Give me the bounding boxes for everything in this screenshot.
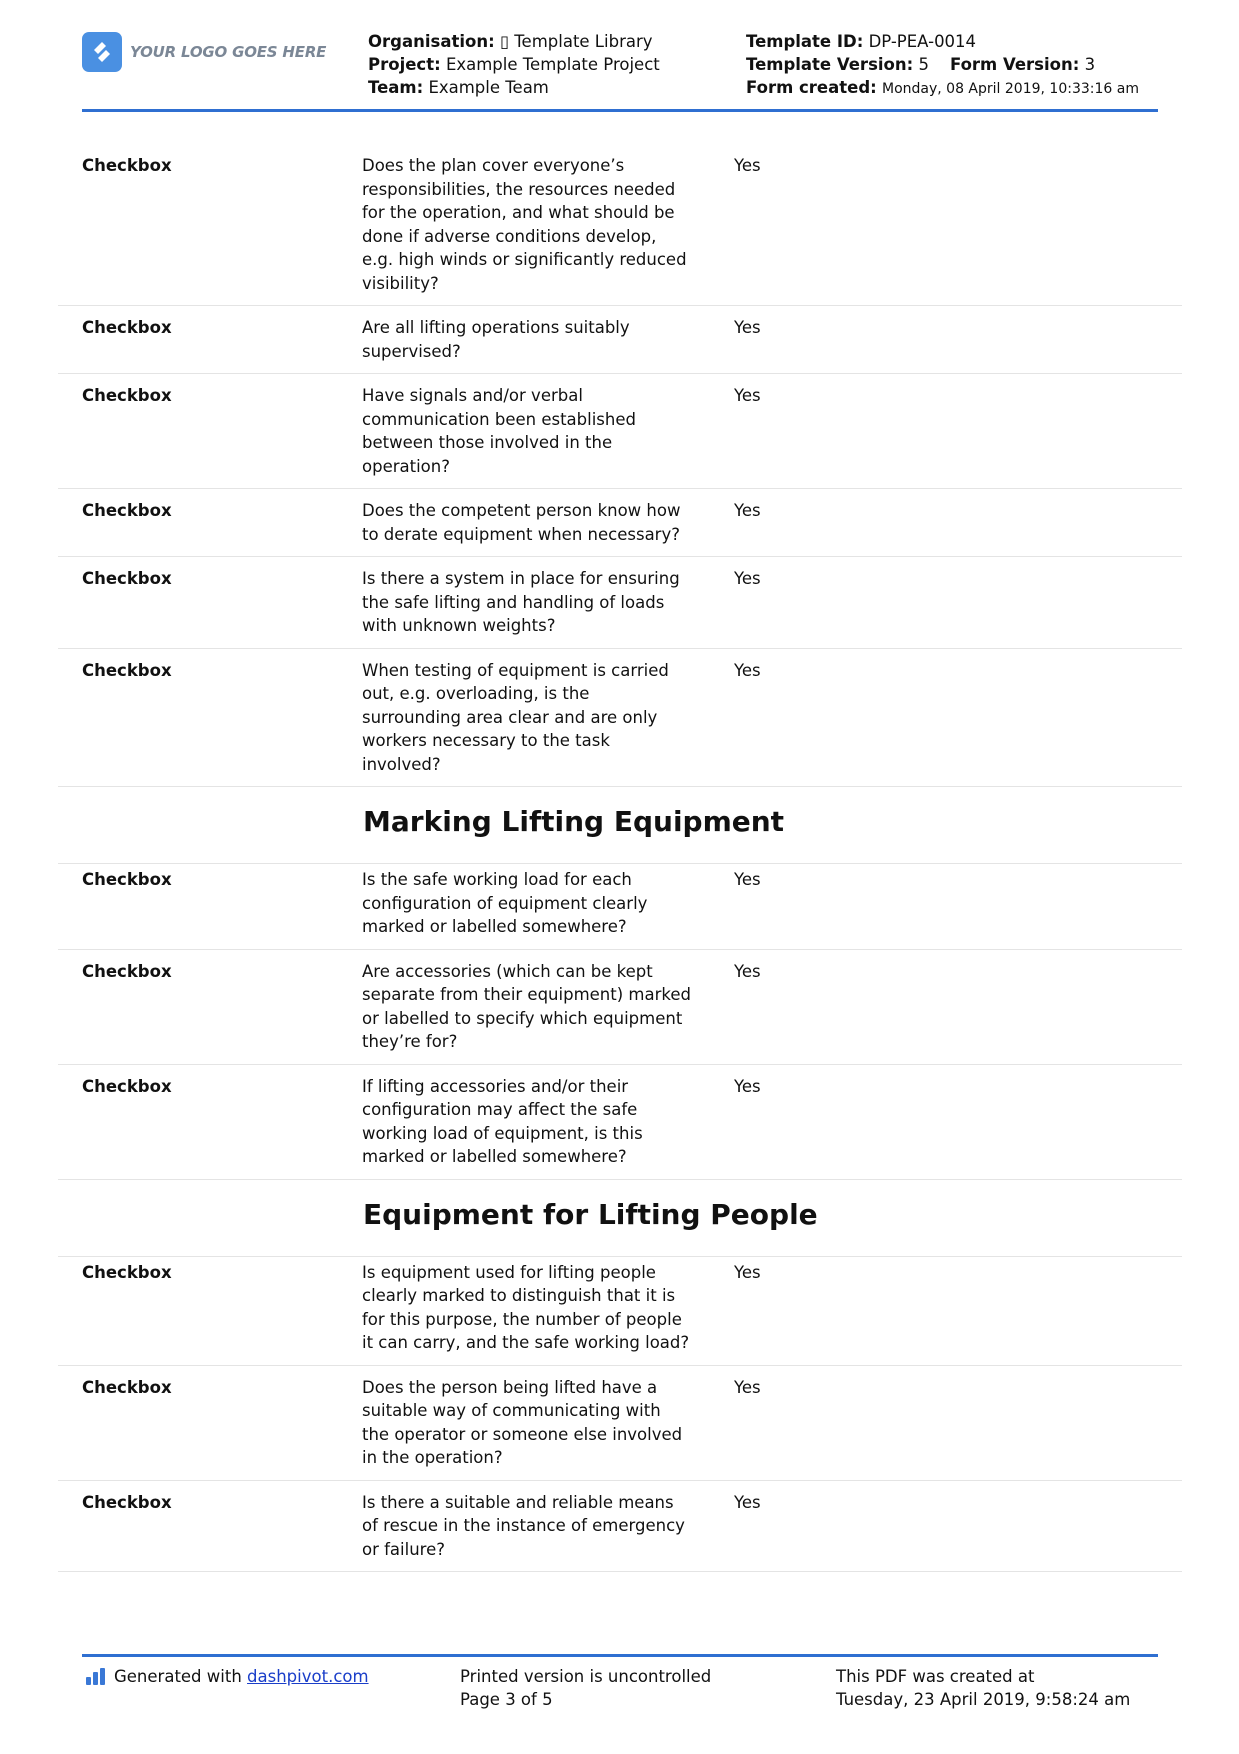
row-answer: Yes	[734, 1262, 761, 1282]
row-type-label: Checkbox	[82, 961, 172, 981]
pdf-created-timestamp: Tuesday, 23 April 2019, 9:58:24 am	[836, 1690, 1131, 1709]
form-version-value: 3	[1084, 55, 1096, 74]
template-version-label: Template Version:	[746, 55, 914, 74]
row-question: Is there a suitable and reliable means of rescue in the instance of emergency or failure?	[362, 1492, 685, 1559]
section-heading-row	[58, 1180, 1182, 1257]
dashpivot-link[interactable]: dashpivot.com	[247, 1667, 369, 1686]
row-type-label: Checkbox	[82, 318, 172, 337]
row-type-label: Checkbox	[82, 569, 172, 588]
form-created-label: Form created:	[746, 78, 877, 97]
checklist-row	[58, 1065, 1182, 1180]
checklist-row	[58, 489, 1182, 557]
row-type-label: Checkbox	[82, 1262, 172, 1282]
dashpivot-bars-icon	[86, 1668, 105, 1685]
row-question: Is the safe working load for each configuration of equipment clearly marked or labelled somewhere?	[362, 870, 648, 936]
row-question: Does the plan cover everyone’s responsibilities, the resources needed for the operation, and what should be done if adverse conditions develop, e.g. high winds or significantly reduced visibility?	[362, 156, 687, 293]
row-answer: Yes	[734, 501, 761, 520]
footer-created-info	[836, 1665, 1130, 1711]
template-id-label: Template ID:	[746, 32, 864, 51]
checklist-row	[58, 649, 1182, 788]
checklist-group-general	[58, 150, 1182, 787]
row-answer: Yes	[734, 870, 761, 889]
footer-divider	[82, 1654, 1158, 1657]
row-answer: Yes	[734, 1076, 761, 1096]
row-answer: Yes	[734, 318, 761, 337]
template-id-value: DP-PEA-0014	[868, 32, 977, 51]
page-number: Page 3 of 5	[460, 1690, 553, 1709]
row-question: Does the person being lifted have a suitable way of communicating with the operator or someone else involved in the operation?	[362, 1377, 683, 1467]
uncontrolled-notice: Printed version is uncontrolled	[460, 1667, 712, 1686]
checklist-group-marking	[58, 864, 1182, 1180]
row-type-label: Checkbox	[82, 1377, 172, 1397]
row-type-label: Checkbox	[82, 156, 172, 175]
organisation-label: Organisation:	[368, 32, 495, 51]
checklist-group-lifting-people	[58, 1257, 1182, 1573]
checklist	[58, 150, 1182, 1572]
row-question: If lifting accessories and/or their configuration may affect the safe working load of equipment, is this marked or labelled somewhere?	[362, 1076, 643, 1166]
form-created-value: Monday, 08 April 2019, 10:33:16 am	[882, 81, 1139, 97]
team-label: Team:	[368, 78, 424, 97]
checklist-row	[58, 557, 1182, 649]
header-divider	[82, 109, 1158, 112]
footer-generated	[86, 1665, 369, 1688]
generated-prefix: Generated with	[114, 1667, 242, 1686]
row-answer: Yes	[734, 1492, 761, 1512]
header-project-info	[368, 30, 660, 99]
header-template-info	[746, 30, 1139, 101]
pdf-created-label: This PDF was created at	[836, 1667, 1035, 1686]
row-question: Is equipment used for lifting people clearly marked to distinguish that it is for this purpose, the number of people it can carry, and the safe working load?	[362, 1262, 690, 1352]
row-answer: Yes	[734, 569, 761, 588]
row-question: Have signals and/or verbal communication been established between those involved in the operation?	[362, 386, 636, 476]
template-version-value: 5	[918, 55, 929, 74]
logo-text: YOUR LOGO GOES HERE	[130, 43, 327, 61]
project-label: Project:	[368, 55, 441, 74]
row-answer: Yes	[734, 1377, 761, 1397]
row-question: When testing of equipment is carried out, e.g. overloading, is the surrounding area clear and are only workers necessary to the task involved?	[362, 660, 669, 774]
logo-icon	[82, 32, 122, 72]
checklist-row	[58, 1366, 1182, 1481]
row-answer: Yes	[734, 156, 761, 175]
team-value: Example Team	[428, 78, 549, 97]
company-logo	[82, 32, 326, 72]
checklist-row	[58, 306, 1182, 374]
row-type-label: Checkbox	[82, 1076, 172, 1096]
row-question: Are all lifting operations suitably supervised?	[362, 318, 630, 361]
section-heading-row	[58, 787, 1182, 864]
row-answer: Yes	[734, 386, 761, 405]
row-type-label: Checkbox	[82, 1492, 172, 1512]
checklist-row	[58, 374, 1182, 489]
row-answer: Yes	[734, 660, 761, 680]
checklist-row	[58, 1481, 1182, 1573]
checklist-row	[58, 950, 1182, 1065]
checklist-row	[58, 1257, 1182, 1366]
row-question: Is there a system in place for ensuring the safe lifting and handling of loads with unknown weights?	[362, 569, 680, 635]
row-question: Does the competent person know how to derate equipment when necessary?	[362, 501, 681, 544]
section-title-equipment-for-lifting-people: Equipment for Lifting People	[363, 1197, 818, 1231]
row-answer: Yes	[734, 961, 761, 981]
checklist-row	[58, 150, 1182, 306]
row-type-label: Checkbox	[82, 660, 172, 680]
organisation-value: ▯ Template Library	[499, 32, 653, 51]
row-type-label: Checkbox	[82, 870, 172, 889]
checklist-row	[58, 864, 1182, 950]
project-value: Example Template Project	[445, 55, 660, 74]
page-header	[82, 0, 1158, 114]
form-version-label: Form Version:	[949, 55, 1080, 74]
row-question: Are accessories (which can be kept separate from their equipment) marked or labelled to specify which equipment they’re for?	[362, 961, 691, 1051]
section-title-marking-lifting-equipment: Marking Lifting Equipment	[363, 805, 785, 838]
footer-page-info	[460, 1665, 711, 1711]
row-type-label: Checkbox	[82, 501, 172, 520]
row-type-label: Checkbox	[82, 386, 172, 405]
